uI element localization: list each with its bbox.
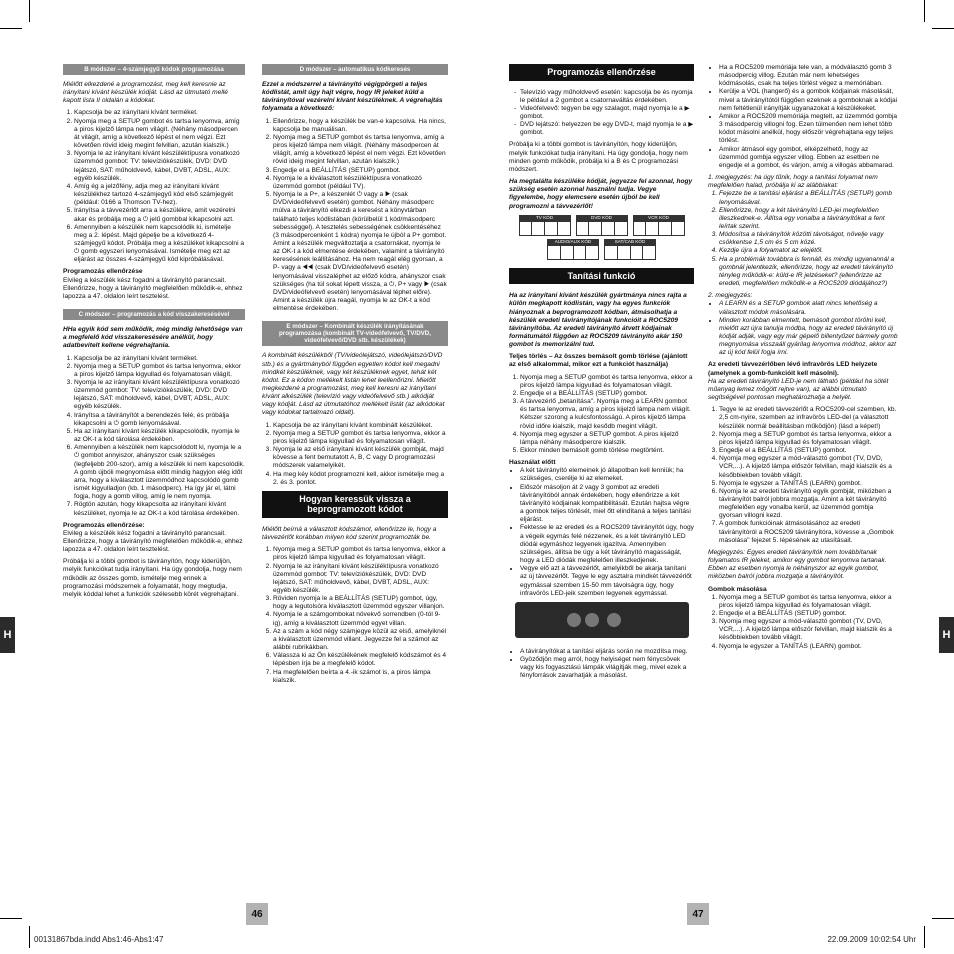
list-item: 3. Röviden nyomja le a BEÁLLÍTÁS (SETUP) gombot, úgy, hogy a legutolsóra kiválasztott üzemmód egyszer villanjon. (273, 595, 448, 611)
list-item: 1. Nyomja meg a SETUP gombot és tartsa lenyomva, ekkor a piros kijelző lámpa kigyullad és folyamatosan világít. (273, 546, 448, 562)
note-label: 2. megjegyzés: (708, 292, 753, 300)
steps-list (262, 546, 448, 685)
code-box-audio (547, 239, 599, 260)
list-item: 1. Kapcsolja be az irányítani kívánt terméket. (74, 109, 245, 117)
list-item: 2. Nyomja meg a SETUP gombot és tartsa lenyomva, amíg a piros kijelző lámpa nem világít. (Néhány másodpercen át világít, amíg a következő lépést el nem végzi. Ezt követően rövid ideig megint felvillan, azután kialszik.) (273, 134, 448, 167)
list-item: • Gyöződjön meg arról, hogy helyiséget nem fénycsövek vagy kis fogyasztású lámpák világítják meg, mivel ezek a fényforrások zavarhatják a másolást. (520, 656, 694, 680)
list-item: 3. Nyomja le az irányítani kívánt készüléktípusra vonatkozó üzemmód gombot: TV: televíziókészülék, DVD: DVD lejátszó, SAT: műholdvevő, kábel, DVBT, ADSL, AUX: egyéb készülék. (74, 150, 245, 183)
list-item: • Amikor átmásol egy gombot, elképzelhető, hogy az üzemmód gombja egyszer villog. Ebben az esetben ne engedje el a gombot, és várjon, amíg a villogás abbamarad. (719, 146, 898, 170)
bullet-list (708, 300, 898, 357)
list-item: 1. Kapcsolja be az irányítani kívánt terméket. (74, 355, 245, 363)
language-tab: H (939, 617, 954, 653)
list-item: 1. Ellenőrizze, hogy a készülék be van-e kapcsolva. Ha nincs, kapcsolja be manuálisan. (273, 118, 448, 134)
note-label: 1. megjegyzés: (708, 174, 753, 182)
right-page (477, 0, 954, 954)
code-cells (633, 221, 685, 236)
list-item: 4. Nyomja meg egyszer a mód-választó gombot (TV, DVD, VCR,...). A kijelző lámpa először felvillan, majd kialszik és a későbbiekben tovább világít. (719, 455, 898, 479)
list-item: 4. Nyomja le egyszer a TANÍTÁS (LEARN) gombot. (719, 643, 898, 651)
code-box-tv (519, 215, 571, 236)
list-item: • Először másoljon át 2 vagy 3 gombot az eredeti távirányítóból annak érdekében, hogy ellenőrizze a két távirányító kódjainak kompatibilitását. Ezután hajtsa végre a gombok teljes törlését, miel őtt elindítaná a teljes tanítási eljárást. (520, 484, 694, 525)
list-item: 4. Nyomja meg egyszer a SETUP gombot. A piros kijelző lámpa néhány másodpercre kialszik. (520, 431, 694, 447)
steps-list (262, 422, 448, 487)
list-item: 4. Ha meg kéy kódot programozni kell, akkor ismételje meg a 2. és 3. pontot. (273, 471, 448, 487)
section-header: C módszer – programozás a kód visszakeresésével (63, 309, 245, 320)
list-item: • Amikor a ROC5209 memóriája megtelt, az üzemmód gombja 3 másodpercig villogni fog. Ezen túlmenően nem lehet több kódot másolni anélkül, hogy először végrehajtana egy teljes törlést. (719, 113, 898, 146)
list-item: 4. Nyomja le a számgombokat növekvő sorrendben (0-tól 9-ig), amíg a kiválasztott üzemmód egyet villan. (273, 611, 448, 627)
list-item: 4. Amíg ég a jelzőfény, adja meg az irányítani kívánt készülékhez tartozó 4-számjegyű kód első számjegyét (például: 0166 a Thomson TV-hez). (74, 183, 245, 207)
subheading: Az eredeti távvezérlőben lévő infravörös LED helyzete (amelynek a gomb-funkcióit kell másolni). (708, 361, 878, 377)
steps-list (708, 406, 898, 545)
steps-list (708, 190, 898, 288)
list-item: 6. Amennyiben a készülék nem kapcsolódott ki, nyomja le a ⏻ gombot annyiszor, ahányszor csak szükséges (legfeljebb 200-szor), amíg a készülék ki nem kapcsolódik. A gomb újbóli megnyomása előtt mindig hagyjon elég időt arra, hogy a kiválasztott üzemmódhoz kapcsolódó gomb ismét kigyulladjon (kb. 1 másodperc). Ha így jár el, látni fogja, hogy a gomb villog, amíg le nem nyomja. (74, 444, 245, 501)
list-item: 7. Rögtön azután, hogy kikapcsolta az irányítani kívánt készüléket, nyomja le az OK-t a kód tárolása érdekében. (74, 501, 245, 517)
code-cells (604, 245, 656, 260)
subheading: Teljes törlés – Az összes bemásolt gomb törlése (ajánlott az első alkalommal, mikor ezt a funkciót használja) (509, 353, 688, 369)
list-item: 2. Nyomja meg a SETUP gombot és tartsa lenyomva, ekkor a piros kijelző lámpa kigyullad és folyamatosan világít. (273, 430, 448, 446)
intro-text: Miélőtt beírná a választott kódszámot, ellenőrizze le, hogy a távvezérlőt korábban milyen kód szerint programozták be. (262, 525, 437, 542)
list-item: • Minden korábban elmentett, bemásolt gombot törölni kell, mielőtt azt újra tanulja módba, hogy az eredeti távirányító új kódját adják, vagy egy már gépelő billentyűzet bármely gomb megnyomása visszaáll gyárilag lenyomva módhoz, akkor azt az új kód felül fogja írni. (719, 317, 898, 358)
intro-text: Ha az eredeti távirányító LED-je nem látható (például ha sötét műanyag lemez mögött rejtve van), az alábbi útmutató segítségével pontosan meghatározhatja a helyét. (708, 377, 889, 402)
list-item: 3. Nyomja meg egyszer a mód-választó gombot (TV, DVD, VCR,...). A kijelző lámpa először felvillan, majd kialszik és a későbbiekben tovább világít. (719, 618, 898, 642)
subheading: Használat előtt (509, 459, 556, 467)
column-3 (509, 64, 694, 684)
list-item: • A LEARN és a SETUP gombok alatt nincs lehetőség a választott módok másolására. (719, 300, 898, 316)
footer-file-info: 00131867bda.indd Abs1:46-Abs1:47 (34, 935, 164, 944)
section-header: D módszer – automatikus kódkeresés (262, 64, 448, 75)
section-header: E módszer – Kombinált készülék irányításának programozása (kombinált TV-videófelvevő, TV/DVD, videófelvevő/DVD stb. készülékek) (262, 321, 448, 346)
section-header: Hogyan keressük vissza a beprogramozott kódot (262, 491, 448, 518)
list-item: • Fektesse le az eredeti és a ROC5209 távirányítót úgy, hogy a végeik egymás felé nézzenek, és a két távirányító LED diódái egymáshoz legyenek igazítva. Amennyiben szükséges, állítsa be úgy a két távirányító magasságát, hogy a LED diódák megfelelően illeszkedjenek. (520, 524, 694, 565)
code-cells (547, 245, 599, 260)
list-item: 3. Módosítsa a távirányítók közötti távolságot, növelje vagy csökkentse 1,5 cm és 5 cm közé. (719, 231, 898, 247)
note-text (708, 174, 898, 190)
code-box-vcr (633, 215, 685, 236)
code-box-dvd (576, 215, 628, 236)
list-item: 2. Nyomja meg a SETUP gombot és tartsa lenyomva, amíg a piros kijelző lámpa nem világít. (Néhány másodpercen át világít, amíg a következő lépést el nem végzi. Ezt követően rövid ideig megint felvillan, azután kialszik.) (74, 118, 245, 151)
list-item: 3. A távvezérlő „betanítása". Nyomja meg a LEARN gombot és tartsa lenyomva, amíg a piros kijelző lámpa nem világít. Kétszer szorong a kulcsfontosságú. A piros kijelző lámpa rövid időre kialszik, majd kesődb megint világít. (520, 398, 694, 431)
paragraph: Próbálja ki a többi gombot is távirányítón, hogy kiderüljön, melyik funkciókat tudja irányítani. Ha úgy gondolja, hogy nem minden gomb működik, próbálja ki a B és C programozási módszert. (509, 141, 688, 173)
list-item: 2. Engedje el a BEÁLLÍTÁS (SETUP) gombot. (719, 610, 898, 618)
section-header: Programozás ellenőrzése (509, 64, 694, 81)
list-item: 5. Nyomja le egyszer a TANÍTÁS (LEARN) gombot. (719, 480, 898, 488)
code-box-sat (604, 239, 656, 260)
check-list (509, 89, 694, 138)
paragraph: működik az összes gomb, ismételje meg ennek a programozási módszernek a folyamatát, hogy megtudja, melyik kóddal lehet a funkciók szélesebb körét végrehajtani. (63, 574, 239, 598)
intro-text: HHa egyik kód sem működik, még mindig lehetősége van a megfelelő kód visszakeresésére anélkül, hogy adatbevitelt kellene végrehajtania. (63, 326, 243, 350)
list-item: 3. Nyomja le az első irányítani kívánt készülék gombját, majd kövesse a fent bemutatott A, B, C vagy D programozási módszerek valamelyikét. (273, 446, 448, 470)
remote-alignment-illustration (515, 602, 689, 638)
paragraph: Elvileg a készülék kész fogadni a távirányító parancsait. Ellenőrizze, hogy a távirányító megfelelően működik-e, ehhez lapozza a 47. oldalon leírt tesztelést. (63, 529, 243, 554)
list-item: - Videófelvevő: tegyen be egy szalagot, majd nyomja le a ▶ gombot. (520, 105, 694, 121)
list-item: 2. Nyomja le az irányítani kívánt készüléktípusra vonatkozó üzemmód gombot: TV: televíziókészülék, DVD: DVD lejátszó, SAT: műholdvevő, kábel, DVBT, ADSL, AUX: egyéb készülék. (273, 563, 448, 596)
list-item: 6. Válassza ki az Ön készülékének megfelelő kódszámot és 4 lépésben írja be a megfelelő kódot. (273, 652, 448, 668)
list-item: • Ha a ROC5209 memóriája tele van, a módválasztó gomb 3 másodpercig villog. Ezután már nem lehetséges kódmásolás, csak ha teljes törlést végez a memóriában. (719, 64, 898, 88)
bullet-list (509, 467, 694, 598)
list-item: 1. Nyomja meg a SETUP gombot és tartsa lenyomva, ekkor a piros kijelző lámpa kigyullad és folyamatosan világít. (719, 594, 898, 610)
steps-list (63, 109, 245, 264)
list-item: 3. Engedje el a BEÁLLÍTÁS (SETUP) gombot. (719, 447, 898, 455)
list-item: - Televízió vagy műholdvevő esetén: kapcsolja be és nyomja le például a 2 gombot a csatornaváltás érdekében. (520, 89, 694, 105)
bullet-list (509, 648, 694, 681)
list-item: 5. Nyomja le a P+, a készenlét ⏻ vagy a ▶ (csak DVD/videófelvevő esetén) gombot. Néhány másodperc múlva a távirányító elkezdi a keresést a könyvtárban található teljes kódlistában (körülbelül 1 kód/másodperc sebességgel). A tesztelés sebességének csökkentéséhez (3 másodpercenként 1 kódra) nyomja le újból a P+ gombot. Amint a készülék megváltoztatja a csatornákat, nyomja le az OK-t a kód elmentése érdekében, valamint a távirányító keresésének leállításához. Ha nem reagál elég gyorsan, a P- vagy a ◀◀ (csak DVD/videófelvevő esetén) lenyomásával visszaléphet az előző kódra, ahányszor csak szükséges (ha túl sokat lépett vissza, a ⏻, P+ vagy ▶ (csak DVD/videófelvevő esetén) lenyomásával léphet előre). Amint a készülék újra reagál, nyomja le az OK-t a kód elmentése érdekében. (273, 191, 448, 313)
list-item: 1. Nyomja meg a SETUP gombot és tartsa lenyomva, ekkor a piros kijelző lámpa kigyullad és folyamatosan világít. (520, 374, 694, 390)
list-item: 5. Ha a problémák továbbra is fennáll, és mindig ugyanannál a gombnál jelentkezik, ellenőrizze, hogy az eredeti távirányító tényleg működik-e: küld-e IR jelzéseket? (ellenőrizze az eredeti, megfelelően működik-e a ROC5209 diódájához?) (719, 256, 898, 289)
list-item: 3. Engedje el a BEÁLLÍTÁS (SETUP) gombot. (273, 167, 448, 175)
steps-list (63, 355, 245, 518)
list-item: 7. Ha megfelelően beírta a 4.-ik számot is, a piros lámpa kialszik. (273, 669, 448, 685)
code-cells (576, 221, 628, 236)
note-text: Megjegyzés: Egyes eredeti távirányítók nem továbbítanak folyamatos IR jeleket, amikor egy gombot lenyomva tartanak. Ebben az esetben nyomja le néhányszor az egyik gombot, miközben balról jobbra mozgatja a távirányítót. (708, 548, 887, 581)
steps-list (708, 594, 898, 651)
section-header: Tanítási funkció (509, 268, 694, 285)
page-number: 47 (687, 903, 709, 925)
list-item: 7. A gombok funkcióinak átmásolásához az eredeti távirányítóról a ROC5209 távirányítóra, kövesse a „Gombok másolása" fejezet 5. lépésének az utasításait. (719, 520, 898, 544)
list-item: 6. Nyomja le az eredeti távirányító egyik gombját, miközben a távirányítót balról jobbra mozgatja. Amint a két távirányító megfelelően egy vonalba kerül, az üzemmód gombja gyorsan villogni kezd. (719, 488, 898, 521)
list-item: 2. Nyomja meg a SETUP gombot és tartsa lenyomva, ekkor a piros kijelző lámpa kigyullad és folyamatosan világít. (719, 431, 898, 447)
column-2 (262, 64, 448, 689)
intro-text: A kombinált készülékből (TV/videólejátszó, videólejátszó/DVD stb.) és a gyártmányból függően egyetlen kódot kell megadni mindkét készüléknek, vagy két készüléknek egyet, tehát két kódot. Ez a kódon mellékelt listán lehet leellenőrizni. Mielőtt megkezdené a programozást, meg kell keresni az irányítani kívánt alkészülék (televízió vagy videófelvevő stb.) alkódját vagy kódját. Lásd az útmutatóhoz mellékelt listát (az alkódokat vagy kódokat tartalmazó oldalt). (262, 352, 445, 417)
steps-list (509, 374, 694, 456)
paragraph: Elvileg a készülék kész fogadni a távirányító parancsait. Ellenőrizze, hogy a távirányító megfelelően működik-e, ehhez lapozza a 47. oldalon leírt tesztelést. (63, 276, 243, 300)
list-item: 1. Kapcsolja be az irányítani kívánt kombinált készüléket. (273, 422, 448, 430)
code-label: SAT/CAB KÓD (604, 239, 656, 245)
list-item: 5. Ha az irányítani kívánt készülék kikapcsolódik, nyomja le az OK-t a kód tárolása érdekében. (74, 428, 245, 444)
list-item: 2. Ellenőrizze, hogy a két távirányító LED-jei megfelelően illeszkednek-e. Állítsa egy vonalba a távirányítókat a fent leírtak szerint. (719, 207, 898, 231)
list-item: 3. Nyomja le az irányítani kívánt készüléktípusra vonatkozó üzemmód gombot: TV: televíziókészülék, DVD: DVD lejátszó, SAT: műholdvevő, kábel, DVBT, ADSL, AUX: egyéb készülék. (74, 379, 245, 412)
list-item: 2. Engedje el a BEÁLLÍTÁS (SETUP) gombot. (520, 390, 694, 398)
page-number: 46 (246, 903, 268, 925)
section-header: B módszer – 4-számjegyű kódok programozása (63, 64, 245, 75)
list-item: - DVD lejátszó: helyezzen be egy DVD-t, majd nyomja le a ▶ gombot. (520, 121, 694, 137)
list-item: 4. Irányítsa a távirányítót a berendezés felé, és próbálja kikapcsolni a ⏻ gomb lenyomásával. (74, 412, 245, 428)
list-item: • Vegye elő azt a távvezérlőt, amelyikből be akarja tanítani az új távvezérlőt. Tegye le egy asztalra mindkét távvezérlőt egymással szemben 15-50 mm távolságra úgy, hogy infravörös LED-jeik szemben legyenek egymással. (520, 565, 694, 598)
list-item: 1. Tegye le az eredeti távvezérlőt a ROC5209-cel szemben, kb. 2,5 cm-nyire, szemben az infravörös LED-del (a választott készülék normál beállításban működjön) (lásd a képet!) (719, 406, 898, 430)
bullet-list (708, 64, 898, 170)
list-item: 6. Amennyiben a készülék nem kapcsolódik ki, ismételje meg a 2. lépést. Majd gépelje be a következő 4-számjegyű kódot. Próbálja meg a készüléket kikapcsolni a ⏻ gomb egyszeri lenyomásával. Ismételje meg ezt az eljárást az összes 4-számjegyű kód kipróbálásával. (74, 224, 245, 265)
list-item: 5. Az a szám a kód négy számjegye közül az első, amelyiknél a kiválasztott üzemmód villant. Jegyezze fel a számot az alábbi rubrikákban. (273, 628, 448, 652)
subheading: Gombok másolása (708, 585, 767, 593)
intro-text: Ha az irányítani kívánt készülék gyártmánya nincs rajta a külön megkapott kódlistán, vagy ha egyes funkciók hiányoznak a beprogramozott kódban, átmásolhatja a készülék eredeti távirányítójának funkcióit a ROC5209 távirányítóba. Az eredeti távirányító átvett kódjainak formátumától függően az ROC5209 távirányító akár 150 gombot is memorizálni tud. (509, 292, 687, 349)
footer-timestamp: 22.09.2009 10:02:54 Uhr (827, 935, 916, 944)
list-item: 2. Nyomja meg a SETUP gombot és tartsa lenyomva, ekkor a piros kijelző lámpa kigyullad és folyamatosan világít. (74, 363, 245, 379)
code-label: DVD KÓD (576, 215, 628, 221)
note-text: Ha megtalálta készüléke kódját, jegyezze fel azonnal, hogy szükség esetén azonnal használni tudja. Vegye figyelembe, hogy elemcsere esetén újból be kell programozni a távvezérlőt! (509, 178, 693, 210)
list-item: 4. Nyomja le a kiválasztott készüléktípusra vonatkozó üzemmód gombot (például TV). (273, 175, 448, 191)
list-item: 4. Kezdje újra a folyamatot az elejétől. (719, 247, 898, 255)
paragraph: Próbálja ki a többi gombot is távirányítón, hogy kiderüljön, melyik funkciókat tudja irányítani. Ha úgy gondolja, hogy nem (63, 558, 242, 574)
list-item: 5. Irányítsa a távvezérlőt arra a készülékre, amit vezérelni akar és próbálja meg a ⏻ jelű gombbal kikapcsolni azt. (74, 207, 245, 223)
subheading: Programozás ellenőrzése (63, 268, 143, 276)
note-body: ha úgy tűnik, hogy a tanítási folyamat nem megfelelően halad, próbálja ki az alábbiakat: (708, 174, 878, 190)
code-label: TV KÓD (519, 215, 571, 221)
code-label: AUDIO/AUX KÓD (547, 239, 599, 245)
subheading: Programozás ellenőrzése: (63, 521, 145, 529)
list-item: • A távirányítókat a tanítási eljárás során ne mozdítsa meg. (520, 648, 694, 656)
code-label: VCR KÓD (633, 215, 685, 221)
steps-list (262, 118, 448, 314)
column-1 (63, 64, 245, 603)
intro-text: Miélőtt elkezdené a programozást, meg kell keresnie az irányítani kívánt készülék kódját. Lásd az útmutató mellé kapott lista II oldalán a kódokat. (63, 81, 228, 105)
list-item: 1. Fejezze be a tanítási eljárást a BEÁLLÍTÁS (SETUP) gomb lenyomásával. (719, 190, 898, 206)
code-cells (519, 221, 571, 236)
list-item: 5. Ekkor minden bemásolt gomb törlése megtörtént. (520, 447, 694, 455)
list-item: • A két távirányító elemeinek jó állapotban kell lenniük; ha szükséges, cserélje ki az elemeket. (520, 467, 694, 483)
list-item: • Kerülje a VOL (hangerő) és a gombok kódjainak másolását, mivel a távirányítótól függően ezeknek a gomboknak a kódjai nem feltétlenül irányítják ugyanazokat a készülékeket. (719, 88, 898, 112)
intro-text: Ezzel a módszerrel a távirányító végigpörgeti a teljes kódlistát, amit úgy hajt végre, hogy IR jeleket küld a távirányítóval vezérelni kívánt készüléknek. A végrehajtás folyamata a következő: (262, 81, 443, 113)
language-tab: H (0, 617, 15, 653)
code-boxes (509, 215, 694, 260)
column-4 (708, 64, 898, 655)
